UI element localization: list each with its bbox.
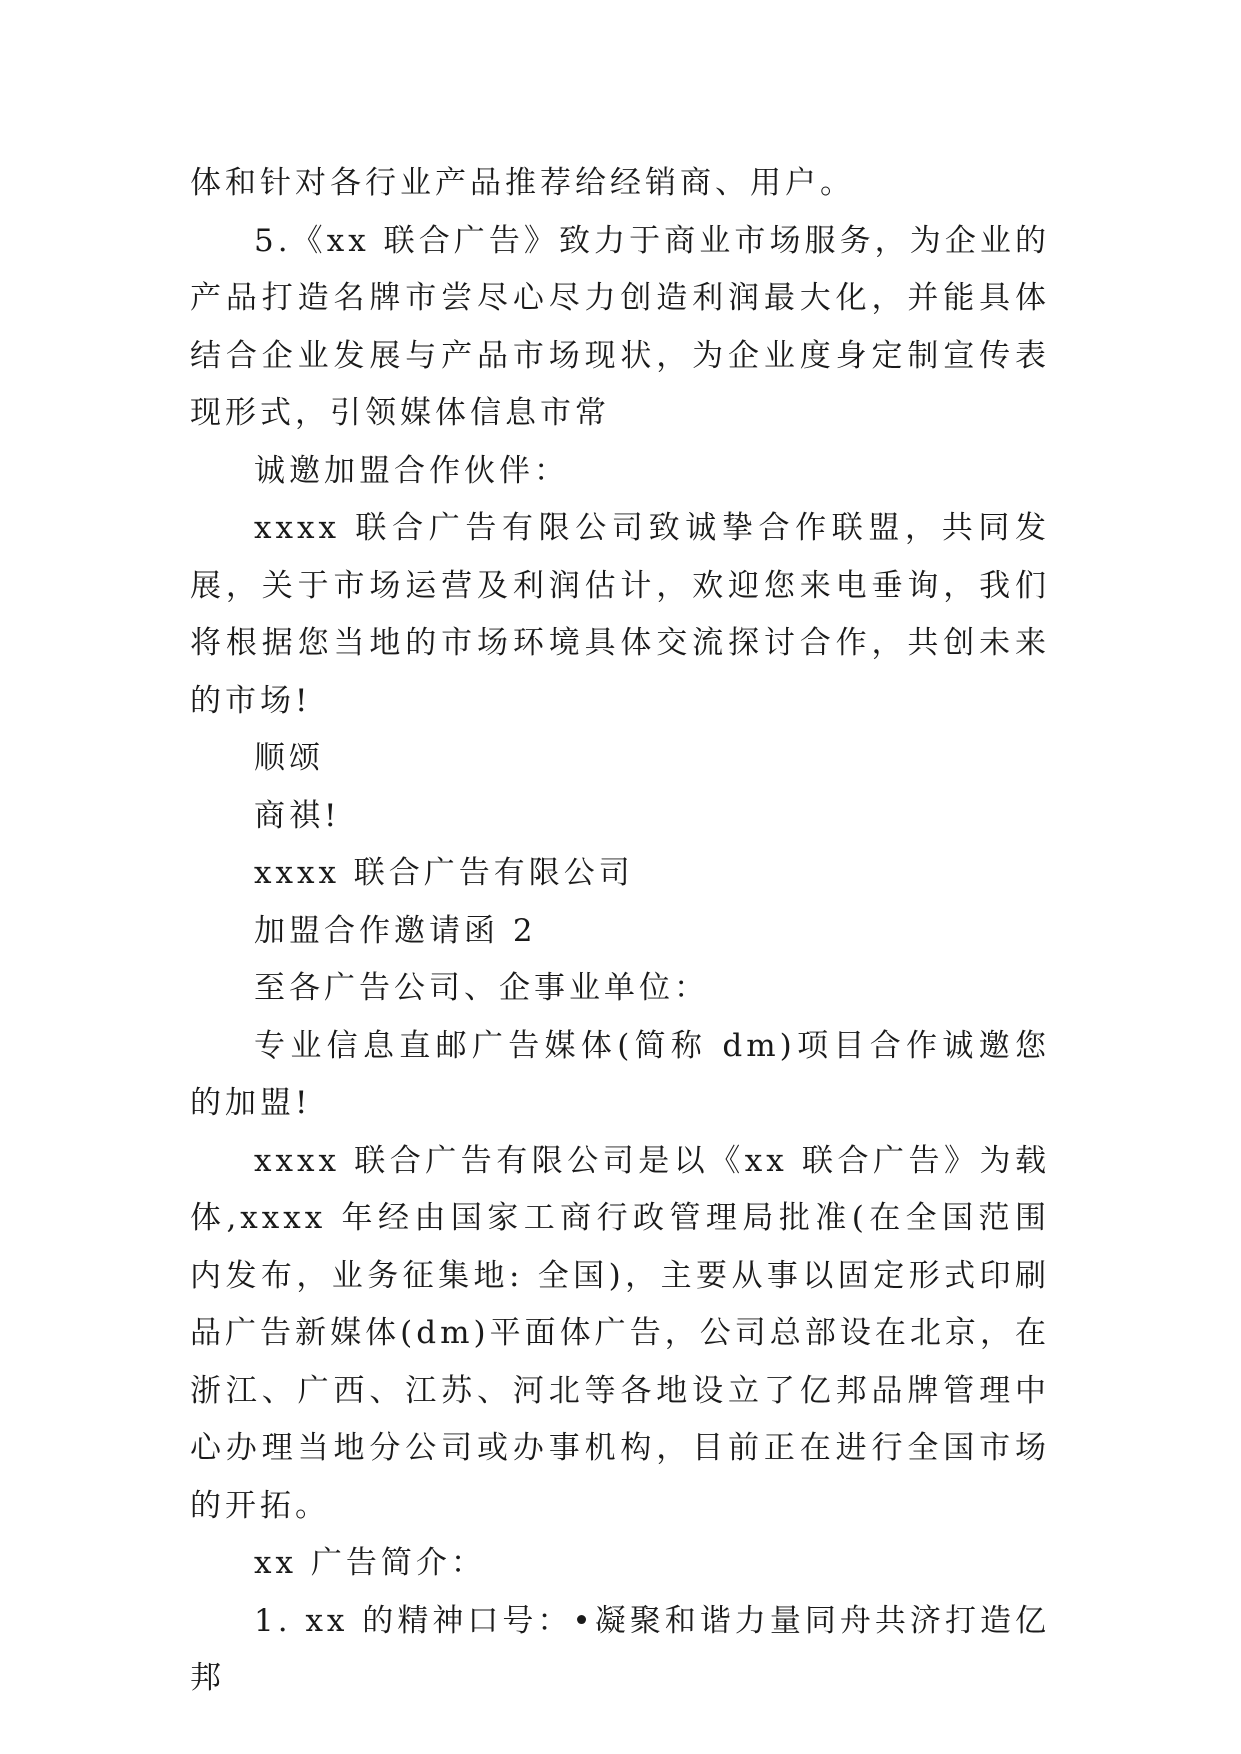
paragraph-company-intro: xxxx 联合广告有限公司是以《xx 联合广告》为载体,xxxx 年经由国家工商行政管理局批准(在全国范围内发布，业务征集地: 全国)，主要从事以固定形式印刷品广告新媒体(dm)平面体广告，公司总部设在北京，在浙江、广西、江苏、河北等各地设立了亿邦品牌管理中心办理当地分公司或办事机构，目前正在进行全国市场的开拓。 bbox=[190, 1142, 1050, 1524]
document-body bbox=[190, 155, 1050, 1708]
paragraph-invitation-heading: 诚邀加盟合作伙伴： bbox=[254, 452, 569, 489]
paragraph-item-5: 5.《xx 联合广告》致力于商业市场服务，为企业的产品打造名牌市尝尽心尽力创造利润最大化，并能具体结合企业发展与产品市场现状，为企业度身定制宣传表现形式，引领媒体信息市常 bbox=[190, 222, 1050, 431]
paragraph-item-1: 1. xx 的精神口号：•凝聚和谐力量同舟共济打造亿邦 bbox=[190, 1602, 1050, 1696]
paragraph-ad-intro-heading: xx 广告简介： bbox=[254, 1545, 486, 1581]
paragraph-invitation-body: xxxx 联合广告有限公司致诚挚合作联盟，共同发展，关于市场运营及利润估计，欢迎您来电垂询，我们将根据您当地的市场环境具体交流探讨合作，共创未来的市场! bbox=[190, 510, 1050, 719]
closing-salutation: 顺颂 bbox=[254, 740, 324, 776]
signature-company: xxxx 联合广告有限公司 bbox=[254, 855, 634, 891]
addressee-line: 至各广告公司、企事业单位： bbox=[254, 970, 709, 1006]
paragraph-dm-intro: 专业信息直邮广告媒体(简称 dm)项目合作诚邀您的加盟! bbox=[190, 1027, 1050, 1121]
section-title: 加盟合作邀请函 2 bbox=[254, 912, 537, 949]
paragraph-continuation: 体和针对各行业产品推荐给经销商、用户。 bbox=[190, 165, 855, 201]
closing-wish: 商祺! bbox=[254, 797, 341, 834]
